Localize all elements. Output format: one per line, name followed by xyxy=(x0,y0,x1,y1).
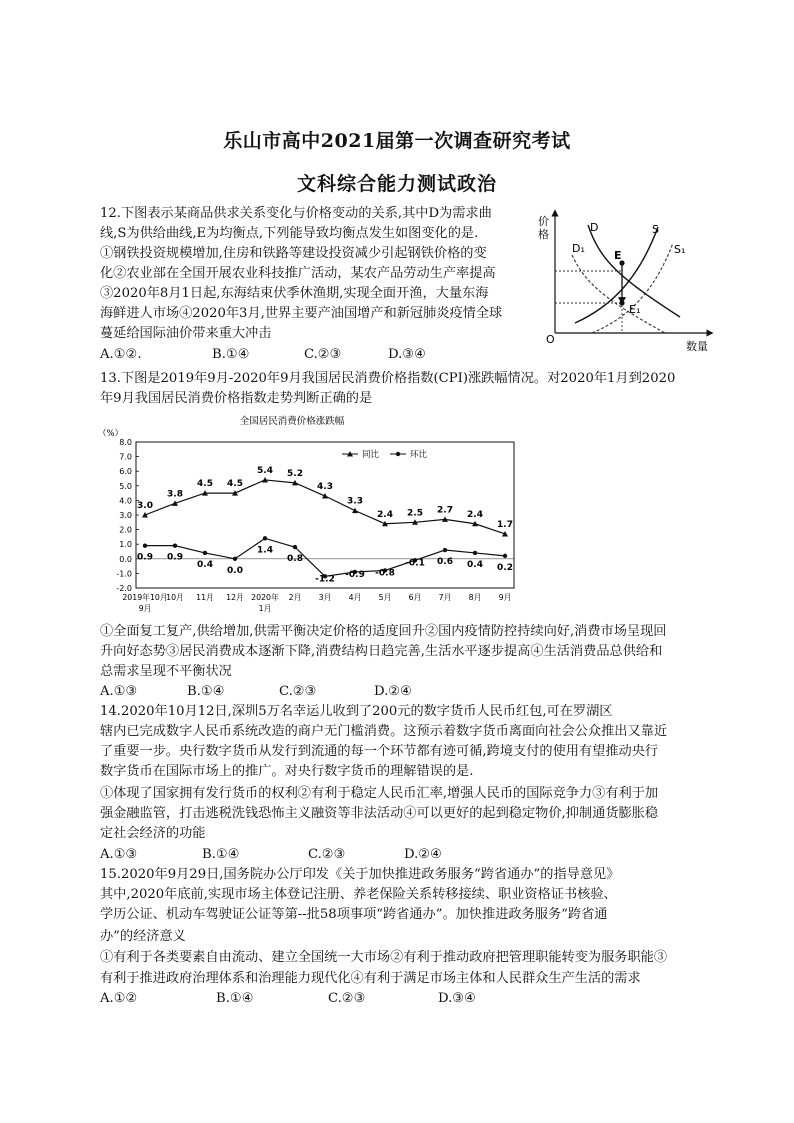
mom-point xyxy=(473,551,477,555)
option-d: D.②④ xyxy=(374,684,412,699)
option-b: B.①④ xyxy=(216,991,254,1006)
option-c: C.②③ xyxy=(328,991,366,1006)
y-tick-label: 3.0 xyxy=(119,511,132,520)
q13-line: 总需求呈现不平衡状况 xyxy=(100,664,232,679)
chart-ylabel: （%） xyxy=(98,429,124,439)
legend-mom-label: 环比 xyxy=(410,450,428,460)
label-d1: D₁ xyxy=(572,242,585,255)
x-tick-label: 5月 xyxy=(378,593,392,602)
option-d: D.②④ xyxy=(404,847,442,862)
label-s: S xyxy=(652,223,659,236)
mom-data-label: 0.6 xyxy=(437,557,453,568)
point-e1 xyxy=(619,300,624,305)
yoy-data-label: 1.7 xyxy=(497,519,513,530)
q15-line: 15.2020年9月29日,国务院办公厅印发《关于加快推进政务服务“跨省通办”的指导意见》 xyxy=(100,867,620,882)
y-axis-label-1: 价 xyxy=(538,215,549,228)
legend-yoy-label: 同比 xyxy=(362,450,380,460)
x-tick-label: 9月 xyxy=(498,593,512,602)
y-tick-label: 6.0 xyxy=(119,467,132,477)
yoy-point xyxy=(322,493,328,499)
mom-point xyxy=(173,543,177,547)
q13-line: 升向好态势③居民消费成本逐渐下降,消费结构日趋完善,生活水平逐步提高④生活消费品总供给和 xyxy=(100,644,663,659)
q15-line: 学历公证、机动车驾驶证公证等第--批58项事项“跨省通办”。加快推进政务服务“跨省通 xyxy=(100,907,608,922)
x-tick-label: 2020年 1月 xyxy=(251,593,279,613)
q12-line: 蔓延给国际油价带来重大冲击 xyxy=(100,326,272,341)
chart-title: 全国居民消费价格涨跌幅 xyxy=(239,416,345,427)
y-tick-label: -1.0 xyxy=(116,569,132,579)
mom-data-label: 0.2 xyxy=(497,562,513,573)
q15-line: 办”的经济意义 xyxy=(100,929,186,944)
mom-data-label: -0.8 xyxy=(375,568,395,579)
q15-line: 其中,2020年底前,实现市场主体登记注册、养老保险关系转移接续、职业资格证书核验、 xyxy=(100,887,617,902)
mom-data-label: 0.9 xyxy=(137,552,153,563)
y-tick-label: 8.0 xyxy=(119,438,132,447)
y-tick-label: -2.0 xyxy=(116,584,132,593)
y-tick-label: 1.0 xyxy=(119,540,132,550)
option-a: A.①③ xyxy=(100,684,138,699)
q13-line: ①全面复工复产,供给增加,供需平衡决定价格的适度回升②国内疫情防控持续向好,消费市场呈现回 xyxy=(100,624,667,639)
mom-data-label: 0.4 xyxy=(197,559,213,570)
x-tick-label: 2019年10月 9月 xyxy=(122,593,168,613)
option-c: C.②③ xyxy=(279,684,317,699)
yoy-data-label: 3.0 xyxy=(137,501,153,511)
label-e1: E₁ xyxy=(629,303,641,316)
option-d: D.③④ xyxy=(438,991,476,1006)
yoy-data-label: 3.3 xyxy=(347,496,363,507)
yoy-data-label: 4.5 xyxy=(197,479,213,490)
x-tick-label: 12月 xyxy=(226,593,244,602)
x-axis-label: 数量 xyxy=(686,340,708,353)
q15-options xyxy=(100,991,476,1006)
mom-point xyxy=(263,536,267,540)
y-tick-label: 7.0 xyxy=(119,452,132,462)
q14-line: 辖内已完成数字人民币系统改造的商户无门槛消费。这预示着数字货币离面向社会公众推出又靠近 xyxy=(100,724,668,739)
q13-options xyxy=(100,684,412,699)
q14-line: ①体现了国家拥有发行货币的权利②有利于稳定人民币汇率,增强人民币的国际竞争力③有利于加 xyxy=(100,786,659,801)
q12-options xyxy=(100,347,426,362)
yoy-data-label: 5.2 xyxy=(287,468,303,479)
y-tick-label: 5.0 xyxy=(119,481,132,491)
x-tick-label: 3月 xyxy=(318,593,332,602)
mom-data-label: -0.1 xyxy=(405,558,425,569)
chart-legend xyxy=(342,449,428,460)
y-axis-label-2: 格 xyxy=(538,228,549,241)
x-tick-label: 10月 xyxy=(166,593,184,602)
q12-line: 线,S为供给曲线,E为均衡点,下列能导致均衡点发生如图变化的是. xyxy=(100,226,479,241)
q12-line: ①钢铁投资规模增加,住房和铁路等建设投资减少引起钢铁价格的变 xyxy=(100,246,487,261)
mom-data-label: 1.4 xyxy=(257,545,273,556)
yoy-point xyxy=(352,508,358,514)
mom-data-label: -0.9 xyxy=(345,569,365,580)
mom-point xyxy=(233,557,237,561)
option-b: B.①④ xyxy=(202,847,240,862)
mom-data-label: 0.8 xyxy=(287,554,303,565)
x-tick-label: 11月 xyxy=(196,593,214,602)
q14-line: 数字货币在国际市场上的推广。对央行数字货币的理解错误的是. xyxy=(100,764,474,779)
plot-frame xyxy=(136,442,514,588)
x-tick-label: 6月 xyxy=(408,593,422,602)
q14-line: 强金融监管，打击逃税洗钱恐怖主义融资等非法活动④可以更好的起到稳定物价,抑制通货膨胀稳 xyxy=(100,806,659,821)
yoy-data-label: 5.4 xyxy=(257,465,273,476)
option-d: D.③④ xyxy=(388,347,426,362)
x-tick-label: 8月 xyxy=(468,593,482,602)
supply-demand-graph xyxy=(530,205,720,355)
option-c: C.②③ xyxy=(308,847,346,862)
mom-point xyxy=(503,554,507,558)
yoy-data-label: 2.4 xyxy=(467,509,483,520)
option-a: A.①② xyxy=(100,991,138,1006)
x-tick-label: 4月 xyxy=(348,593,362,602)
q13-line: 13.下图是2019年9月-2020年9月我国居民消费价格指数(CPI)涨跌幅情况。对2020年1月到2020 xyxy=(100,371,676,386)
option-a: A.①③ xyxy=(100,847,138,862)
yoy-data-label: 2.5 xyxy=(407,508,423,519)
yoy-data-label: 2.4 xyxy=(377,509,393,520)
x-tick-label: 7月 xyxy=(438,593,452,602)
mom-data-label: 0.4 xyxy=(467,559,483,570)
label-s1: S₁ xyxy=(674,243,686,256)
mom-point xyxy=(203,551,207,555)
mom-point xyxy=(443,548,447,552)
origin-label: O xyxy=(546,333,555,346)
legend-mom-marker xyxy=(396,452,400,456)
option-b: B.①④ xyxy=(187,684,225,699)
q14-options xyxy=(100,847,442,862)
q15-line: ①有利于各类要素自由流动、建立全国统一大市场②有利于推动政府把管理职能转变为服务职能③ xyxy=(100,950,668,965)
q12-line: 化②农业部在全国开展农业科技推广活动，某农产品劳动生产率提高 xyxy=(100,266,496,281)
yoy-data-label: 4.5 xyxy=(227,479,243,490)
q12-line: 海鲜进人市场④2020年3月,世界主要产油国增产和新冠肺炎疫情全球 xyxy=(100,306,503,321)
y-tick-label: 4.0 xyxy=(119,496,132,506)
page-subtitle: 文科综合能力测试政治 xyxy=(296,173,497,195)
q15-line: 有利于推进政府治理体系和治理能力现代化④有利于满足市场主体和人民群众生产生活的需求 xyxy=(100,971,641,986)
mom-point xyxy=(143,543,147,547)
y-tick-label: 2.0 xyxy=(119,525,132,535)
cpi-chart xyxy=(92,412,532,618)
q14-line: 定社会经济的功能 xyxy=(100,826,206,841)
label-e: E xyxy=(614,249,622,262)
yoy-data-label: 4.3 xyxy=(317,482,333,493)
mom-data-label: 0.9 xyxy=(167,552,183,563)
mom-data-label: 0.0 xyxy=(227,565,243,576)
q14-line: 了重要一步。央行数字货币从发行到流通的每一个环节都有迹可循,跨境支付的使用有望推动央行 xyxy=(100,744,659,759)
page-title: 乐山市高中2021届第一次调查研究考试 xyxy=(223,130,571,152)
label-d: D xyxy=(590,221,599,234)
yoy-data-label: 3.8 xyxy=(167,489,183,500)
q12-line: 12.下图表示某商品供求关系变化与价格变动的关系,其中D为需求曲 xyxy=(100,206,492,221)
q12-line: ③2020年8月1日起,东海结束伏季休渔期,实现全面开渔，大量东海 xyxy=(100,286,489,301)
option-a: A.①②. xyxy=(100,347,142,362)
y-tick-label: 0.0 xyxy=(119,554,132,564)
supply-curve-s xyxy=(575,227,658,323)
yoy-data-label: 2.7 xyxy=(437,505,453,516)
option-c: C.②③ xyxy=(304,347,342,362)
mom-point xyxy=(293,545,297,549)
mom-data-label: -1.2 xyxy=(315,574,335,585)
x-ticks xyxy=(122,592,511,613)
q14-line: 14.2020年10月12日,深圳5万名幸运儿收到了200元的数字货币人民币红包,可在罗湖区 xyxy=(100,704,613,719)
q13-line: 年9月我国居民消费价格指数走势判断正确的是 xyxy=(100,391,373,406)
chart-series xyxy=(137,466,513,584)
x-tick-label: 2月 xyxy=(288,593,302,602)
option-b: B.①④ xyxy=(212,347,250,362)
